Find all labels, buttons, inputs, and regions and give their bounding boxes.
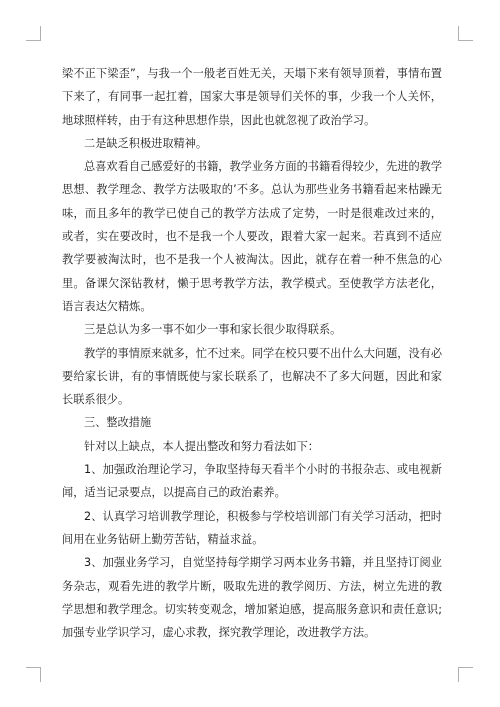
paragraph-7: 针对以上缺点，本人提出整改和努力看法如下：	[84, 439, 319, 453]
crop-mark-top-right	[458, 26, 473, 41]
crop-mark-bottom-right	[458, 667, 473, 682]
paragraph-5: 教学的事情原来就多，忙不过来。同学在校只要不出什么大问题，没有必要给家长讲，有的事情既使与家长联系了，也解决不了多大问题，因此和家长联系很少。	[62, 346, 443, 407]
paragraph-4: 三是总认为多一事不如少一事和家长很少取得联系。	[84, 323, 342, 337]
paragraph-1: 梁不正下梁歪”，与我一个一般老百姓无关，天塌下来有领导顶着，事情布置下来了，有同事一起扛着，国家大事是领导们关怀的事，少我一个人关怀，地球照样转，由于有这种思想作祟，因此也就忽视了政治学习。	[62, 67, 442, 127]
paragraph-9: 2、认真学习培训教学理论，积极参与学校培训部门有关学习活动，把时间用在业务钻研上勤劳苦钻，精益求益。	[62, 509, 442, 546]
paragraph-10: 3、加强业务学习，自觉坚持每学期学习两本业务书籍，并且坚持订阅业务杂志，观看先进的教学片断，吸取先进的教学阅历、方法，树立先进的教学思想和教学理念。切实转变观念，增加紧迫感，提高服务意识和责任意识;加强专业学识学习，虚心求教，探究教学理论，改进教学方法。	[62, 556, 442, 640]
document-body	[62, 62, 442, 644]
paragraph-2: 二是缺乏积极进取精神。	[84, 136, 208, 150]
section-heading: 三、整改措施	[84, 416, 152, 430]
paragraph-3: 总喜欢看自己感爱好的书籍，教学业务方面的书籍看得较少，先进的教学思想、教学理念、教学方法吸取的’不多。总认为那些业务书籍看起来枯躁无味，而且多年的教学已使自己的教学方法成了定势，一时是很难改过来的，或者，实在要改时，也不是我一个人要改，跟着大家一起来。若真到不适应教学要被淘汰时，也不是我一个人被淘汰。因此，就存在着一种不焦急的心里。备课欠深钻教材，懒于思考教学方法，教学模式。至使教学方法老化，语言表达欠精炼。	[62, 160, 443, 313]
crop-mark-bottom-left	[26, 667, 41, 682]
crop-mark-top-left	[26, 26, 41, 41]
paragraph-8: 1、加强政治理论学习，争取坚持每天看半个小时的书报杂志、或电视新闻，适当记录要点，以提高自己的政治素养。	[62, 463, 442, 500]
